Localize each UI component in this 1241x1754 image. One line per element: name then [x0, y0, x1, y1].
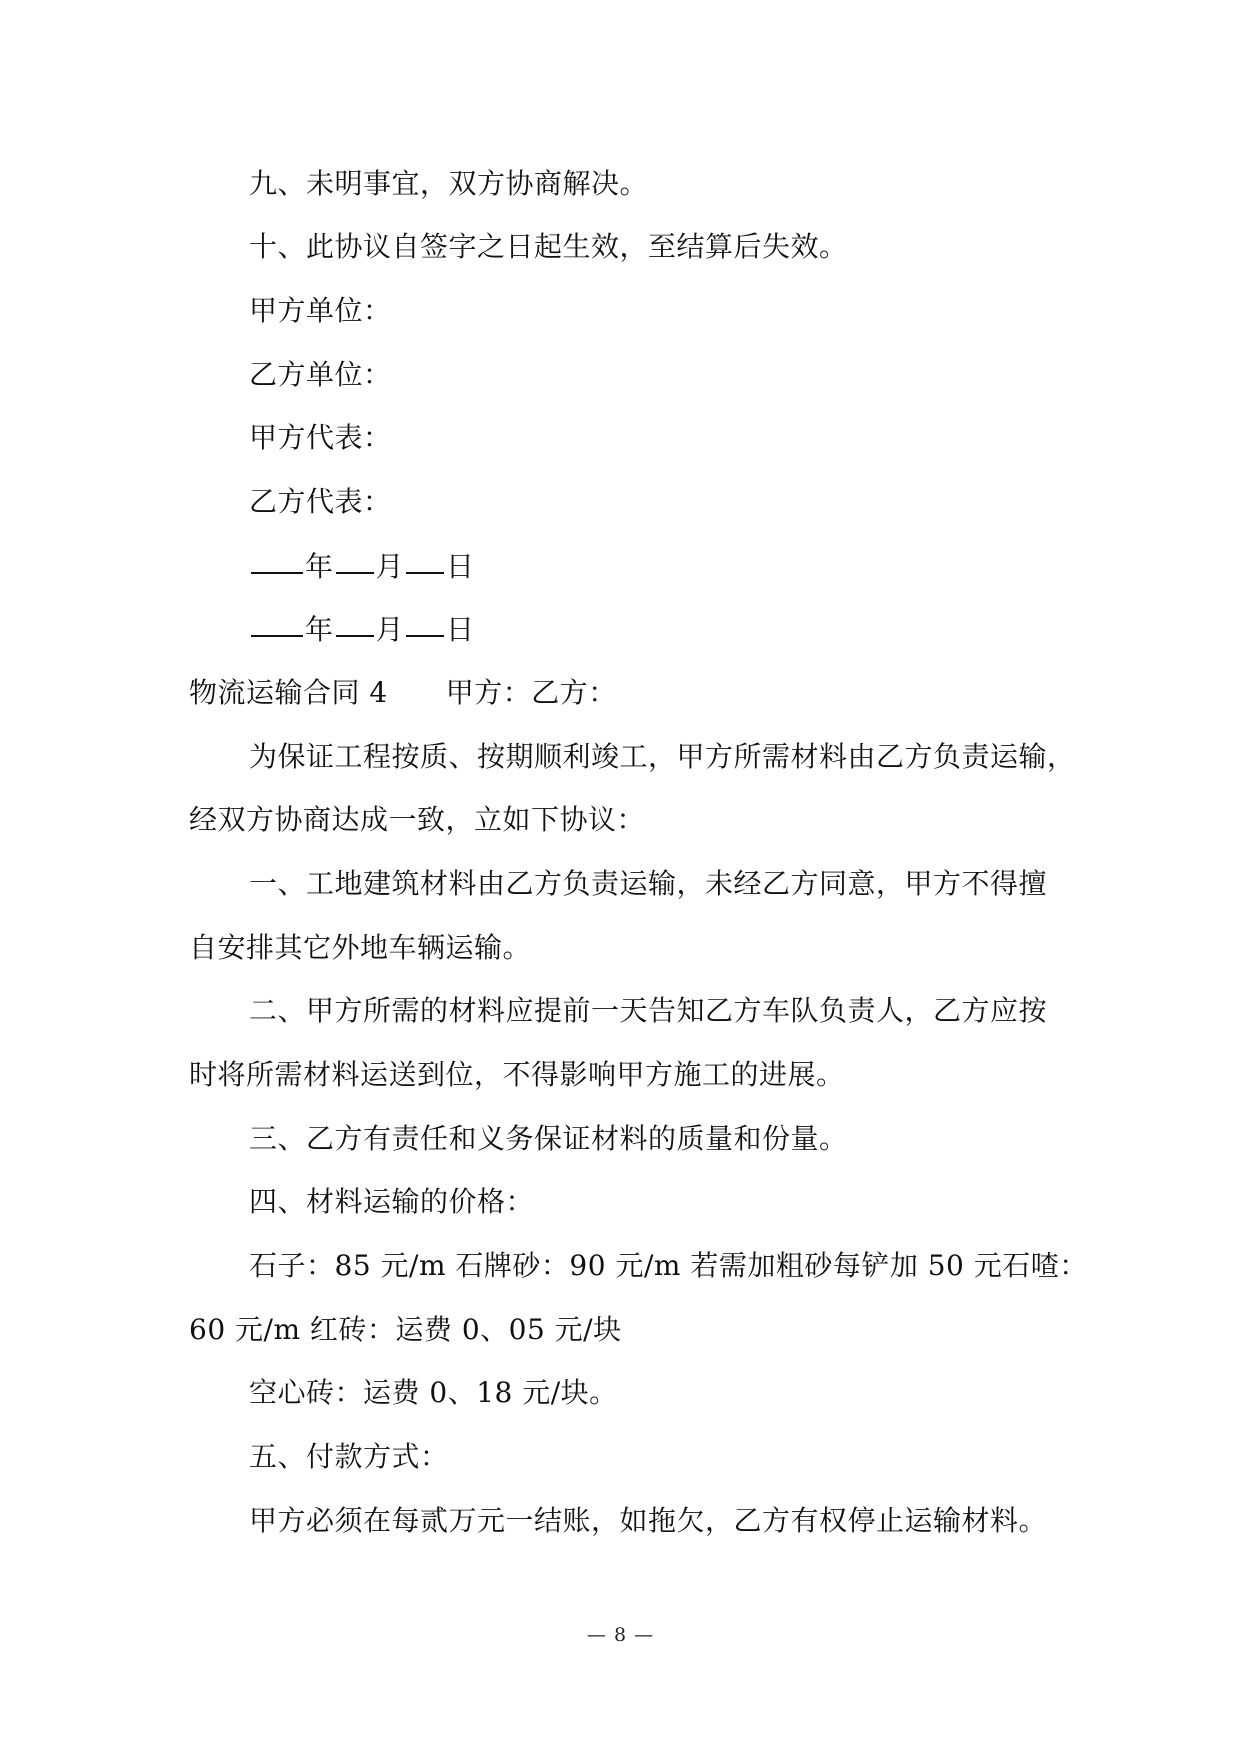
body-paragraph-line: 经双方协商达成一致，立如下协议： — [189, 803, 646, 836]
month-blank — [336, 607, 374, 637]
clause-one-cont: 自安排其它外地车辆运输。 — [189, 931, 532, 964]
party-a-rep-label: 甲方代表： — [249, 421, 392, 454]
year-blank — [251, 607, 303, 637]
party-a-unit-label: 甲方单位： — [249, 294, 392, 327]
payment-terms: 甲方必须在每贰万元一结账，如拖欠，乙方有权停止运输材料。 — [249, 1504, 1048, 1537]
page-number: — 8 — — [586, 1624, 655, 1646]
clause-one: 一、工地建筑材料由乙方负责运输，未经乙方同意，甲方不得擅 — [249, 867, 1048, 900]
price-line-cont: 60 元/m 红砖：运费 0、05 元/块 — [189, 1313, 622, 1346]
year-blank — [251, 544, 303, 574]
contract-title: 物流运输合同 4 — [189, 676, 388, 709]
clause-two-cont: 时将所需材料运送到位，不得影响甲方施工的进展。 — [189, 1058, 845, 1091]
month-blank — [336, 544, 374, 574]
hollow-brick-price: 空心砖：运费 0、18 元/块。 — [249, 1376, 618, 1409]
party-b-rep-label: 乙方代表： — [249, 485, 392, 518]
month-label: 月 — [375, 550, 405, 583]
year-label: 年 — [305, 550, 334, 583]
day-blank — [406, 544, 444, 574]
contract-title-line — [0, 671, 1241, 715]
parties-label: 甲方：乙方： — [445, 676, 617, 709]
day-blank — [406, 607, 444, 637]
month-label: 月 — [375, 613, 405, 646]
body-paragraph-line: 为保证工程按质、按期顺利竣工，甲方所需材料由乙方负责运输， — [249, 740, 1076, 773]
day-label: 日 — [446, 550, 475, 583]
clause-five: 五、付款方式： — [249, 1440, 449, 1473]
clause-four: 四、材料运输的价格： — [249, 1185, 535, 1218]
date-line — [0, 544, 1241, 588]
clause-three: 三、乙方有责任和义务保证材料的质量和份量。 — [249, 1122, 848, 1155]
clause-two: 二、甲方所需的材料应提前一天告知乙方车队负责人，乙方应按 — [249, 994, 1048, 1027]
day-label: 日 — [446, 613, 475, 646]
year-label: 年 — [305, 613, 334, 646]
date-line — [0, 607, 1241, 651]
clause-nine: 九、未明事宜，双方协商解决。 — [249, 167, 649, 200]
party-b-unit-label: 乙方单位： — [249, 358, 392, 391]
price-line: 石子：85 元/m 石牌砂：90 元/m 若需加粗砂每铲加 50 元石喳： — [249, 1249, 1088, 1282]
clause-ten: 十、此协议自签字之日起生效，至结算后失效。 — [249, 230, 848, 263]
